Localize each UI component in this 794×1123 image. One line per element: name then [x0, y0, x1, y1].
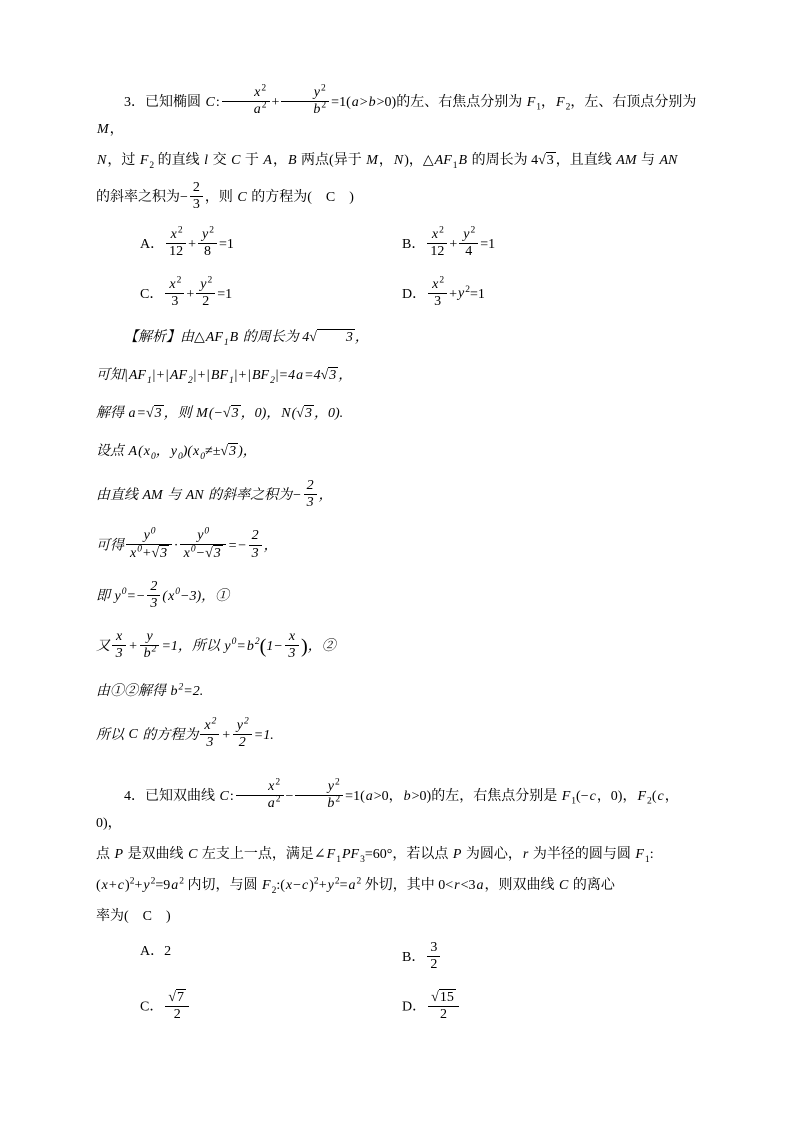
math-variable: A [128, 443, 138, 459]
math-variable: BF [210, 367, 229, 383]
superscript: 2 [176, 274, 182, 285]
math-variable: x [101, 877, 108, 893]
superscript: 2 [261, 83, 267, 94]
fraction-denominator: 2 [173, 1007, 181, 1023]
math-fraction [295, 779, 343, 812]
subscript: 0 [177, 451, 183, 462]
math-fraction [281, 85, 329, 118]
math-variable: b [143, 646, 151, 662]
fraction-denominator: 3 [171, 293, 179, 309]
math-variable: y [327, 877, 334, 893]
radical-sign: √ [151, 546, 160, 562]
math-variable: M [97, 122, 109, 138]
superscript: 2 [439, 274, 445, 285]
subscript: 2 [188, 375, 193, 386]
math-fraction [428, 989, 459, 1023]
math-variable: b [170, 683, 178, 699]
math-variable: M [196, 405, 208, 421]
math-sqrt [431, 990, 456, 1005]
math-variable: F [526, 94, 536, 110]
math-sqrt [538, 153, 556, 168]
math-variable: y [463, 227, 470, 243]
option-4a: A．2 [140, 943, 172, 959]
math-variable: r [522, 846, 529, 862]
option-4b: B． $\frac{3}{2}$ [402, 941, 704, 974]
question-4-line-3: $(x+c)^2+y^2=9a^2$ 内切，与圆 $F_2:(x-c)^2+y^2=a^2$ 外切，其中 0<r<3a，则双曲线 C 的离心 [96, 876, 615, 896]
radical-sign: √ [168, 990, 177, 1006]
subscript: 2 [271, 885, 277, 896]
math-variable: y [170, 443, 177, 459]
fraction-denominator [295, 796, 343, 812]
radicand: 3 [231, 405, 239, 421]
big-paren: ) [301, 635, 308, 658]
superscript: 2 [254, 637, 260, 648]
math-fraction [126, 528, 172, 562]
radical-sign: √ [431, 990, 439, 1006]
fraction-denominator: 3 [192, 197, 200, 213]
math-fraction [198, 227, 217, 260]
fraction-denominator: 2 [430, 956, 438, 972]
question-4-line-1: 4．已知双曲线 C: $\frac{x^2}{a^2}$ − $\frac{y^2}{b^2}$ =1(a>0，b>0)的左，右焦点分别是 $F_1(-c$，0)，$F_2(c$，0)， [96, 777, 679, 831]
superscript: 2 [439, 225, 444, 236]
math-variable: B [229, 329, 239, 345]
superscript: 2 [178, 681, 184, 692]
fraction-numerator [140, 629, 160, 646]
fraction-numerator [285, 629, 299, 646]
fraction-numerator: 2 [147, 579, 160, 596]
fraction-numerator [428, 989, 459, 1007]
math-sqrt [309, 330, 355, 345]
question-3-options-row-2 [96, 274, 704, 311]
radical-sign: √ [222, 405, 231, 421]
option-4d: D． $\frac{√15}{2}$ [402, 990, 704, 1024]
math-variable: x [204, 717, 211, 733]
fraction-numerator [196, 274, 215, 294]
math-sqrt [151, 546, 169, 561]
radicand: 3 [229, 443, 237, 459]
math-fraction [236, 779, 284, 812]
solution-3-line-1: 【解析】由$\triangle AF_1B$ 的周长为 4√ 3 ， [124, 329, 369, 348]
question-4-options-row-2 [96, 990, 704, 1024]
big-paren: ( [259, 635, 267, 658]
radicand: 3 [317, 329, 355, 346]
math-variable: y [143, 877, 150, 893]
fraction-numerator [112, 629, 126, 646]
math-variable: AF [169, 367, 187, 383]
fraction-numerator [459, 227, 478, 244]
math-variable: F [139, 153, 149, 169]
math-variable: F [262, 877, 271, 893]
radicand: 15 [439, 990, 454, 1006]
subscript: 3 [360, 854, 365, 865]
subscript: 1 [146, 375, 152, 386]
question-3-line-1: 3．已知椭圆 C: $\frac{x^2}{a^2}$ + $\frac{y^2}{b^2}$ =1(a>b>0)的左、右焦点分别为 $F_1$，$F_2$，左、右顶点分别为 M， [97, 83, 697, 138]
math-variable: C [188, 846, 198, 862]
superscript: 0 [190, 544, 196, 555]
fraction-denominator: 12 [430, 244, 445, 260]
superscript: 2 [177, 225, 183, 236]
math-variable: a [128, 405, 136, 421]
math-variable: C [231, 153, 241, 169]
fraction-numerator: 3 [427, 940, 440, 957]
option-3a: A． $\frac{x^2}{12}$ + $\frac{y^2}{8}$ =1 [140, 225, 234, 260]
math-fraction [196, 274, 215, 310]
math-variable: AM [142, 487, 163, 503]
superscript: 2 [356, 876, 362, 887]
math-variable: N [281, 405, 291, 421]
math-variable: F [556, 94, 565, 110]
fraction-denominator [140, 646, 160, 662]
math-fraction [165, 274, 184, 310]
superscript: 0 [204, 526, 210, 537]
radicand: 3 [304, 405, 312, 421]
math-fraction [112, 629, 126, 662]
solution-3-line-6: 可得 $\frac{y^0}{x^0+√3}$ · $\frac{y^0}{x^0-√3}$ =− $\frac{2}{3}$ ， [96, 526, 278, 562]
math-variable: F [635, 846, 644, 862]
math-fraction [166, 227, 186, 260]
question-4-line-2: 点 P 是双曲线 C 左支上一点，满足$\angle F_1PF_3=60^\circ$，若以点 P 为圆心，r 为半径的圆与圆 $F_1$: [96, 846, 654, 865]
subscript: 1 [644, 854, 650, 865]
fraction-denominator: 3 [288, 646, 296, 662]
subscript: 1 [452, 160, 458, 171]
fraction-numerator [428, 274, 447, 294]
superscript: 2 [129, 876, 135, 887]
math-variable: F [326, 846, 336, 862]
subscript: 2 [149, 160, 155, 171]
fraction-numerator [126, 528, 172, 545]
fraction-denominator [281, 102, 329, 118]
superscript: 0 [137, 544, 142, 555]
fraction-numerator [200, 715, 219, 735]
fraction-denominator: 3 [306, 494, 314, 510]
math-variable: P [114, 846, 124, 862]
math-variable: a [296, 367, 304, 383]
math-fraction [233, 715, 252, 751]
math-variable: y [143, 527, 150, 543]
subscript: 2 [270, 375, 275, 386]
math-variable: y [313, 85, 321, 100]
superscript: 2 [321, 83, 326, 94]
superscript: 2 [275, 794, 281, 805]
math-variable: AM [616, 153, 637, 169]
math-variable: C [559, 877, 569, 893]
math-sqrt [321, 368, 339, 383]
math-variable: y [202, 227, 209, 243]
radicand: 3 [154, 405, 162, 421]
math-variable: B [287, 153, 297, 169]
math-fraction [140, 629, 160, 662]
radicand: 7 [177, 990, 185, 1006]
math-variable: x [268, 778, 275, 794]
math-sqrt [223, 406, 241, 421]
question-4-options-row-1 [96, 941, 704, 974]
math-fraction [180, 528, 226, 562]
radical-sign: √ [145, 405, 154, 421]
math-variable: c [589, 788, 596, 804]
math-variable: b [327, 795, 335, 811]
math-variable: c [302, 877, 309, 893]
fraction-denominator [222, 102, 270, 118]
subscript: 1 [229, 375, 234, 386]
math-variable: C [205, 94, 215, 110]
math-fraction [427, 940, 440, 973]
math-variable: N [97, 153, 107, 169]
fraction-numerator: 2 [249, 528, 262, 545]
subscript: 2 [565, 102, 571, 113]
fraction-numerator: 2 [190, 180, 203, 197]
math-variable: M [366, 153, 378, 169]
radicand: 3 [160, 546, 168, 562]
math-variable: x [288, 629, 296, 645]
math-fraction [249, 528, 262, 561]
fraction-denominator: 8 [204, 244, 212, 260]
fraction-denominator: 4 [465, 244, 473, 260]
math-variable: a [253, 102, 261, 118]
math-variable: x [285, 877, 293, 893]
solution-3-line-7: 即 $y^0=-$ $\frac{2}{3}$ $(x^0-3)$，① [96, 579, 230, 612]
superscript: 2 [207, 274, 213, 285]
math-variable: y [236, 717, 243, 733]
fraction-denominator [236, 796, 284, 812]
fraction-numerator [180, 528, 226, 545]
superscript: 2 [465, 284, 470, 295]
fraction-numerator: 2 [304, 478, 317, 495]
superscript: 2 [244, 715, 249, 726]
math-variable: x [168, 588, 175, 604]
superscript: 2 [313, 876, 319, 887]
question-3-options-row-1 [96, 225, 704, 261]
math-sqrt [168, 990, 186, 1005]
math-variable: A [263, 153, 272, 169]
math-variable: y [458, 286, 465, 302]
superscript: 2 [151, 644, 157, 655]
math-variable: P [452, 846, 462, 862]
superscript: 2 [275, 777, 281, 788]
superscript: 2 [334, 876, 340, 887]
fraction-denominator: 3 [434, 293, 442, 309]
math-fraction [200, 715, 219, 751]
math-fraction [285, 629, 299, 662]
subscript: 1 [336, 854, 341, 865]
math-variable: y [146, 629, 153, 645]
math-variable: x [169, 276, 176, 292]
math-variable: AF [205, 329, 223, 345]
subscript: 2 [647, 796, 652, 807]
math-variable: AN [185, 487, 204, 503]
math-fraction [165, 989, 189, 1023]
subscript: 0 [150, 451, 156, 462]
radicand: 3 [546, 153, 554, 169]
math-variable: b [403, 788, 411, 804]
question-3-line-3: 的斜率之积为− $\frac{2}{3}$ ，则 C 的方程为( C ) [96, 180, 354, 213]
math-variable: AN [659, 153, 678, 169]
math-variable: b [246, 639, 254, 655]
fraction-denominator: $x^0-√3$ [183, 544, 221, 562]
solution-3-line-9: 由①②解得 $b^2=2$. [96, 681, 204, 699]
superscript: 2 [179, 876, 185, 887]
math-fraction [304, 478, 317, 511]
radical-sign: √ [309, 329, 317, 345]
fraction-denominator: 2 [202, 293, 210, 309]
option-3c: C． $\frac{x^2}{3}$ + $\frac{y^2}{2}$ =1 [140, 274, 233, 309]
radicand: 3 [329, 367, 337, 383]
radical-sign: √ [296, 405, 304, 421]
math-sqrt [220, 444, 238, 459]
superscript: 2 [261, 100, 267, 111]
math-variable: N [393, 153, 404, 169]
fraction-numerator [233, 715, 252, 735]
fraction-denominator: 3 [115, 646, 123, 662]
math-variable: a [351, 94, 359, 110]
superscript: 0 [175, 587, 181, 598]
document-content [96, 83, 704, 1024]
solution-3-line-10: 所以 C 的方程为 $\frac{x^2}{3}$ + $\frac{y^2}{2}$ =1. [96, 715, 274, 750]
fraction-denominator: 3 [206, 734, 214, 750]
subscript: 1 [571, 796, 577, 807]
question-4-line-4: 率为( C ) [96, 908, 171, 924]
subscript: 0 [200, 451, 206, 462]
math-variable: c [657, 788, 664, 804]
solution-3-line-2: 可知$|AF_1|+|AF_2|+|BF_1|+|BF_2|=4a=4√3$ ， [96, 367, 353, 386]
math-variable: C [219, 788, 229, 804]
radical-sign: √ [205, 546, 213, 562]
superscript: 2 [335, 794, 341, 805]
subscript: 1 [536, 102, 542, 113]
radical-sign: √ [220, 443, 229, 459]
math-variable: x [432, 276, 439, 292]
math-variable: y [200, 276, 207, 292]
fraction-numerator [198, 227, 217, 244]
fraction-denominator: 3 [251, 545, 259, 561]
math-sqrt [205, 546, 223, 561]
superscript: 2 [321, 100, 327, 111]
math-variable: C [128, 727, 138, 743]
solution-3-line-5: 由直线 AM 与 AN 的斜率之积为− $\frac{2}{3}$ ， [96, 477, 333, 510]
math-variable: a [348, 877, 356, 893]
math-variable: y [224, 639, 231, 655]
math-variable: a [476, 877, 484, 893]
math-variable: a [171, 877, 179, 893]
math-fraction [190, 180, 203, 213]
math-variable: AF [434, 153, 452, 169]
fraction-numerator [165, 989, 189, 1007]
math-variable: y [197, 527, 204, 543]
option-3d: D． $\frac{x^2}{3}$ $+y^2=1$ [402, 274, 485, 309]
math-variable: PF [341, 846, 360, 862]
math-variable: B [458, 153, 468, 169]
math-variable: y [327, 778, 335, 794]
math-variable: x [431, 227, 439, 243]
superscript: 0 [231, 637, 237, 648]
fraction-denominator: 2 [439, 1007, 447, 1023]
math-variable: l [204, 153, 209, 169]
math-variable: b [313, 102, 321, 118]
option-3b: B． $\frac{x^2}{12}$ + $\frac{y^2}{4}$ =1 [402, 225, 496, 260]
solution-3-line-4: 设点 $A(x_0$，$y_0)(x_0\ne\pm√3$ )， [96, 443, 257, 462]
math-variable: BF [251, 367, 270, 383]
fraction-denominator: 12 [169, 244, 184, 260]
option-4c: C． $\frac{√7}{2}$ [140, 990, 402, 1024]
radicand: 3 [213, 546, 221, 562]
math-variable: x [193, 443, 200, 459]
math-variable: x [183, 546, 190, 562]
math-variable: r [454, 877, 460, 893]
math-variable: F [561, 788, 571, 804]
math-variable: x [170, 227, 177, 243]
superscript: 2 [335, 777, 340, 788]
superscript: 0 [121, 587, 127, 598]
math-sqrt [146, 406, 164, 421]
solution-3-line-8: 又 $\frac{x}{3}$ + $\frac{y}{b^2}$ =1，所以 $y^0=b^2(1-$ $\frac{x}{3}$ )，② [96, 629, 336, 662]
fraction-numerator [166, 227, 186, 244]
math-fraction [427, 227, 447, 260]
math-fraction [222, 85, 270, 118]
math-variable: F [637, 788, 647, 804]
math-variable: a [267, 795, 275, 811]
math-fraction [459, 227, 478, 260]
fraction-denominator: 3 [150, 596, 158, 612]
superscript: 2 [211, 715, 217, 726]
math-variable: x [130, 546, 137, 562]
math-variable: C [237, 190, 247, 205]
math-fraction [428, 274, 447, 310]
superscript: 0 [150, 526, 156, 537]
math-variable: x [254, 85, 261, 100]
math-variable: b [368, 94, 376, 110]
radical-sign: √ [320, 367, 329, 383]
fraction-denominator: 2 [238, 734, 246, 750]
math-fraction [147, 579, 160, 612]
superscript: 2 [209, 225, 215, 236]
superscript: 2 [150, 876, 156, 887]
math-variable: x [143, 443, 150, 459]
fraction-numerator [165, 274, 184, 294]
subscript: 1 [223, 337, 229, 348]
math-variable: c [117, 877, 125, 893]
math-variable: x [116, 629, 123, 645]
fraction-denominator: $x^0+√3$ [130, 544, 168, 562]
solution-3-line-3: 解得 a=√3 ，则 M(−√3 ，0)，N(√3 ，0). [96, 405, 344, 421]
fraction-numerator [427, 227, 447, 244]
superscript: 2 [470, 225, 476, 236]
math-variable: y [114, 588, 121, 604]
question-3-line-2: N，过 $F_2$ 的直线 l 交 C 于 A，B 两点(异于 M，N)，$\triangle AF_1B$ 的周长为 4√3 ，且直线 AM 与 AN [97, 153, 678, 171]
radical-sign: √ [538, 153, 546, 169]
math-sqrt [296, 406, 314, 421]
math-variable: AF [128, 367, 146, 383]
math-variable: a [365, 788, 373, 804]
